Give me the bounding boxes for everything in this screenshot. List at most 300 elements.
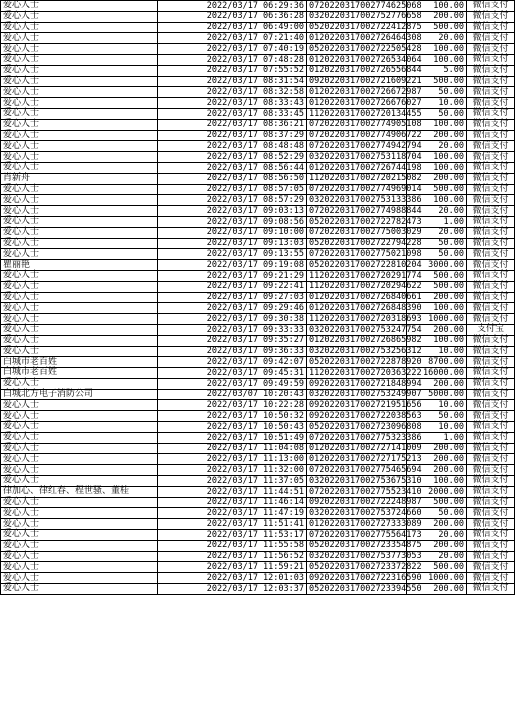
ledger-body <box>1 1 515 595</box>
donation-time-cell: 2022/03/17 09:42:07 <box>158 357 307 368</box>
order-number-cell: 0120220317002726744198 <box>307 162 407 173</box>
payment-method-cell: 微信支付 <box>467 98 515 109</box>
donor-name-cell: 爱心人士 <box>1 530 158 541</box>
donor-name-cell: 肖新舟 <box>1 173 158 184</box>
amount-cell: 50.00 <box>407 238 467 249</box>
table-row <box>1 227 515 238</box>
donor-name-cell: 白城北方电子消防公司 <box>1 389 158 400</box>
table-row <box>1 303 515 314</box>
table-row <box>1 324 515 335</box>
donor-name-cell: 爱心人士 <box>1 422 158 433</box>
payment-method-cell: 微信支付 <box>467 152 515 163</box>
table-row <box>1 389 515 400</box>
order-number-cell: 0320220317002753256312 <box>307 346 407 357</box>
donation-time-cell: 2022/03/17 10:22:28 <box>158 400 307 411</box>
donor-name-cell: 爱心人士 <box>1 152 158 163</box>
donation-time-cell: 2022/03/17 11:55:58 <box>158 540 307 551</box>
order-number-cell: 0320220317002753249907 <box>307 389 407 400</box>
amount-cell: 500.00 <box>407 270 467 281</box>
order-number-cell: 0920220317002721951656 <box>307 400 407 411</box>
donor-name-cell: 爱心人士 <box>1 22 158 33</box>
table-row <box>1 540 515 551</box>
donation-time-cell: 2022/03/17 09:45:31 <box>158 368 307 379</box>
donation-time-cell: 2022/03/17 09:03:13 <box>158 206 307 217</box>
donation-time-cell: 2022/03/17 08:57:29 <box>158 195 307 206</box>
donor-name-cell: 爱心人士 <box>1 33 158 44</box>
amount-cell: 200.00 <box>407 584 467 595</box>
amount-cell: 1.00 <box>407 432 467 443</box>
payment-method-cell: 微信支付 <box>467 184 515 195</box>
donation-time-cell: 2022/03/17 08:52:29 <box>158 152 307 163</box>
donation-time-cell: 2022/03/17 11:53:17 <box>158 530 307 541</box>
amount-cell: 1000.00 <box>407 573 467 584</box>
donation-time-cell: 2022/03/17 07:40:19 <box>158 44 307 55</box>
donor-name-cell: 爱心人士 <box>1 551 158 562</box>
order-number-cell: 0120220317002726865982 <box>307 335 407 346</box>
order-number-cell: 1120220317002720215082 <box>307 173 407 184</box>
table-row <box>1 378 515 389</box>
payment-method-cell: 微信支付 <box>467 54 515 65</box>
donor-name-cell: 爱心人士 <box>1 141 158 152</box>
order-number-cell: 1120220317002720318693 <box>307 314 407 325</box>
donor-name-cell: 爱心人士 <box>1 573 158 584</box>
payment-method-cell: 微信支付 <box>467 530 515 541</box>
payment-method-cell: 微信支付 <box>467 44 515 55</box>
table-row <box>1 292 515 303</box>
donor-name-cell: 爱心人士 <box>1 335 158 346</box>
payment-method-cell: 微信支付 <box>467 486 515 497</box>
donation-time-cell: 2022/03/17 07:21:40 <box>158 33 307 44</box>
payment-method-cell: 微信支付 <box>467 519 515 530</box>
order-number-cell: 0320220317002753724660 <box>307 508 407 519</box>
donor-name-cell: 爱心人士 <box>1 184 158 195</box>
amount-cell: 200.00 <box>407 292 467 303</box>
donor-name-cell: 爱心人士 <box>1 162 158 173</box>
donation-time-cell: 2022/03/17 07:48:28 <box>158 54 307 65</box>
order-number-cell: 0520220317002722412875 <box>307 22 407 33</box>
donation-time-cell: 2022/03/17 08:36:21 <box>158 119 307 130</box>
donor-name-cell: 爱心人士 <box>1 195 158 206</box>
donor-name-cell: 爱心人士 <box>1 454 158 465</box>
table-row <box>1 216 515 227</box>
donation-time-cell: 2022/03/17 12:01:03 <box>158 573 307 584</box>
amount-cell: 20.00 <box>407 206 467 217</box>
order-number-cell: 0720220317002774905108 <box>307 119 407 130</box>
payment-method-cell: 微信支付 <box>467 195 515 206</box>
donor-name-cell: 白城市老百姓 <box>1 357 158 368</box>
order-number-cell: 0320220317002752776658 <box>307 11 407 22</box>
donor-name-cell: 爱心人士 <box>1 443 158 454</box>
order-number-cell: 0120220317002726676027 <box>307 98 407 109</box>
order-number-cell: 0720220317002775021098 <box>307 249 407 260</box>
payment-method-cell: 微信支付 <box>467 346 515 357</box>
payment-method-cell: 微信支付 <box>467 422 515 433</box>
payment-method-cell: 微信支付 <box>467 476 515 487</box>
table-row <box>1 314 515 325</box>
amount-cell: 500.00 <box>407 184 467 195</box>
amount-cell: 20.00 <box>407 227 467 238</box>
donation-time-cell: 2022/03/17 08:31:54 <box>158 76 307 87</box>
order-number-cell: 0920220317002722038563 <box>307 411 407 422</box>
payment-method-cell: 微信支付 <box>467 249 515 260</box>
amount-cell: 500.00 <box>407 281 467 292</box>
order-number-cell: 0520220317002722878920 <box>307 357 407 368</box>
payment-method-cell: 微信支付 <box>467 497 515 508</box>
donation-time-cell: 2022/03/17 09:30:38 <box>158 314 307 325</box>
payment-method-cell: 微信支付 <box>467 227 515 238</box>
amount-cell: 2000.00 <box>407 486 467 497</box>
order-number-cell: 0120220317002726556844 <box>307 65 407 76</box>
amount-cell: 500.00 <box>407 76 467 87</box>
order-number-cell: 0120220317002727333089 <box>307 519 407 530</box>
donor-name-cell: 爱心人士 <box>1 76 158 87</box>
amount-cell: 100.00 <box>407 476 467 487</box>
donation-time-cell: 2022/03/17 09:35:27 <box>158 335 307 346</box>
donor-name-cell: 爱心人士 <box>1 346 158 357</box>
payment-method-cell: 微信支付 <box>467 573 515 584</box>
amount-cell: 20.00 <box>407 33 467 44</box>
donation-time-cell: 2022/03/17 11:51:41 <box>158 519 307 530</box>
donation-time-cell: 2022/03/17 08:33:43 <box>158 98 307 109</box>
donor-name-cell: 爱心人士 <box>1 432 158 443</box>
donation-time-cell: 2022/03/17 08:33:45 <box>158 108 307 119</box>
amount-cell: 100.00 <box>407 1 467 12</box>
amount-cell: 200.00 <box>407 130 467 141</box>
donation-time-cell: 2022/03/17 07:55:52 <box>158 65 307 76</box>
donation-time-cell: 2022/03/17 12:03:37 <box>158 584 307 595</box>
donation-time-cell: 2022/03/17 08:37:29 <box>158 130 307 141</box>
table-row <box>1 486 515 497</box>
donation-time-cell: 2022/03/17 10:50:32 <box>158 411 307 422</box>
order-number-cell: 0920220317002721609221 <box>307 76 407 87</box>
donor-name-cell: 爱心人士 <box>1 314 158 325</box>
order-number-cell: 0520220317002723394550 <box>307 584 407 595</box>
donation-time-cell: 2022/03/17 11:37:05 <box>158 476 307 487</box>
table-row <box>1 130 515 141</box>
table-row <box>1 11 515 22</box>
donation-time-cell: 2022/03/17 09:29:46 <box>158 303 307 314</box>
payment-method-cell: 微信支付 <box>467 65 515 76</box>
payment-method-cell: 微信支付 <box>467 551 515 562</box>
donor-name-cell: 爱心人士 <box>1 303 158 314</box>
table-row <box>1 530 515 541</box>
payment-method-cell: 微信支付 <box>467 357 515 368</box>
donation-time-cell: 2022/03/17 09:13:03 <box>158 238 307 249</box>
amount-cell: 20.00 <box>407 530 467 541</box>
payment-method-cell: 微信支付 <box>467 314 515 325</box>
order-number-cell: 1120220317002720291774 <box>307 270 407 281</box>
donor-name-cell: 爱心人士 <box>1 98 158 109</box>
payment-method-cell: 微信支付 <box>467 303 515 314</box>
payment-method-cell: 微信支付 <box>467 389 515 400</box>
table-row <box>1 562 515 573</box>
payment-method-cell: 微信支付 <box>467 33 515 44</box>
donation-time-cell: 2022/03/17 11:44:51 <box>158 486 307 497</box>
order-number-cell: 0720220317002774969014 <box>307 184 407 195</box>
donation-time-cell: 2022/03/17 11:13:00 <box>158 454 307 465</box>
amount-cell: 1000.00 <box>407 314 467 325</box>
table-row <box>1 238 515 249</box>
donor-name-cell: 爱心人士 <box>1 508 158 519</box>
table-row <box>1 152 515 163</box>
amount-cell: 100.00 <box>407 303 467 314</box>
donor-name-cell: 爱心人士 <box>1 249 158 260</box>
order-number-cell: 0320220317002753247754 <box>307 324 407 335</box>
amount-cell: 200.00 <box>407 465 467 476</box>
order-number-cell: 0520220317002722810204 <box>307 260 407 271</box>
donor-name-cell: 爱心人士 <box>1 216 158 227</box>
donor-name-cell: 爱心人士 <box>1 54 158 65</box>
order-number-cell: 1120220317002720294622 <box>307 281 407 292</box>
amount-cell: 200.00 <box>407 173 467 184</box>
donor-name-cell: 爱心人士 <box>1 497 158 508</box>
table-row <box>1 346 515 357</box>
order-number-cell: 0120220317002726840661 <box>307 292 407 303</box>
payment-method-cell: 微信支付 <box>467 465 515 476</box>
amount-cell: 100.00 <box>407 195 467 206</box>
donation-time-cell: 2022/03/17 06:29:36 <box>158 1 307 12</box>
payment-method-cell: 微信支付 <box>467 141 515 152</box>
table-row <box>1 173 515 184</box>
donor-name-cell: 爱心人士 <box>1 292 158 303</box>
table-row <box>1 357 515 368</box>
payment-method-cell: 微信支付 <box>467 443 515 454</box>
payment-method-cell: 微信支付 <box>467 540 515 551</box>
payment-method-cell: 微信支付 <box>467 335 515 346</box>
order-number-cell: 0520220317002722794228 <box>307 238 407 249</box>
amount-cell: 10.00 <box>407 422 467 433</box>
table-row <box>1 33 515 44</box>
table-row <box>1 573 515 584</box>
payment-method-cell: 微信支付 <box>467 76 515 87</box>
payment-method-cell: 微信支付 <box>467 562 515 573</box>
table-row <box>1 1 515 12</box>
donation-time-cell: 2022/03/17 11:32:00 <box>158 465 307 476</box>
order-number-cell: 0720220317002774942794 <box>307 141 407 152</box>
table-row <box>1 98 515 109</box>
order-number-cell: 0120220317002726534064 <box>307 54 407 65</box>
payment-method-cell: 微信支付 <box>467 206 515 217</box>
amount-cell: 20.00 <box>407 551 467 562</box>
donation-time-cell: 2022/03/17 08:48:48 <box>158 141 307 152</box>
donation-time-cell: 2022/03/17 11:04:08 <box>158 443 307 454</box>
order-number-cell: 0320220317002753675310 <box>307 476 407 487</box>
order-number-cell: 0720220317002774625068 <box>307 1 407 12</box>
donation-time-cell: 2022/03/17 10:51:49 <box>158 432 307 443</box>
amount-cell: 100.00 <box>407 54 467 65</box>
donor-name-cell: 爱心人士 <box>1 130 158 141</box>
table-row <box>1 260 515 271</box>
table-row <box>1 584 515 595</box>
order-number-cell: 0320220317002753118704 <box>307 152 407 163</box>
order-number-cell: 0120220317002726672987 <box>307 87 407 98</box>
table-row <box>1 519 515 530</box>
table-row <box>1 508 515 519</box>
order-number-cell: 0120220317002727141009 <box>307 443 407 454</box>
donation-time-cell: 2022/03/17 09:22:41 <box>158 281 307 292</box>
order-number-cell: 0720220317002775323386 <box>307 432 407 443</box>
order-number-cell: 0920220317002722316590 <box>307 573 407 584</box>
donation-time-cell: 2022/03/17 09:08:56 <box>158 216 307 227</box>
donation-time-cell: 2022/03/17 08:32:58 <box>158 87 307 98</box>
donor-name-cell: 爱心人士 <box>1 108 158 119</box>
order-number-cell: 0720220317002775003029 <box>307 227 407 238</box>
amount-cell: 100.00 <box>407 162 467 173</box>
donation-time-cell: 2022/03/17 09:10:00 <box>158 227 307 238</box>
order-number-cell: 0320220317002753133386 <box>307 195 407 206</box>
order-number-cell: 0520220317002723354875 <box>307 540 407 551</box>
order-number-cell: 0120220317002727175213 <box>307 454 407 465</box>
donor-name-cell: 爱心人士 <box>1 281 158 292</box>
donation-time-cell: 2022/03/07 10:20:43 <box>158 389 307 400</box>
order-number-cell: 0720220317002775564173 <box>307 530 407 541</box>
donor-name-cell: 爱心人士 <box>1 540 158 551</box>
amount-cell: 5000.00 <box>407 389 467 400</box>
donation-time-cell: 2022/03/17 09:27:03 <box>158 292 307 303</box>
order-number-cell: 0520220317002723372822 <box>307 562 407 573</box>
table-row <box>1 22 515 33</box>
payment-method-cell: 微信支付 <box>467 378 515 389</box>
order-number-cell: 0720220317002774988844 <box>307 206 407 217</box>
payment-method-cell: 微信支付 <box>467 119 515 130</box>
donor-name-cell: 爱心人士 <box>1 270 158 281</box>
donor-name-cell: 爱心人士 <box>1 11 158 22</box>
amount-cell: 5.00 <box>407 65 467 76</box>
table-row <box>1 119 515 130</box>
donation-time-cell: 2022/03/17 09:49:59 <box>158 378 307 389</box>
table-row <box>1 44 515 55</box>
payment-method-cell: 微信支付 <box>467 281 515 292</box>
table-row <box>1 76 515 87</box>
amount-cell: 50.00 <box>407 249 467 260</box>
order-number-cell: 0120220317002726848390 <box>307 303 407 314</box>
payment-method-cell: 微信支付 <box>467 400 515 411</box>
donation-time-cell: 2022/03/17 09:19:08 <box>158 260 307 271</box>
payment-method-cell: 微信支付 <box>467 411 515 422</box>
donation-time-cell: 2022/03/17 11:46:14 <box>158 497 307 508</box>
amount-cell: 100.00 <box>407 335 467 346</box>
donor-name-cell: 瞿丽艳 <box>1 260 158 271</box>
donor-name-cell: 爱心人士 <box>1 584 158 595</box>
payment-method-cell: 微信支付 <box>467 162 515 173</box>
table-row <box>1 249 515 260</box>
payment-method-cell: 微信支付 <box>467 368 515 379</box>
table-row <box>1 400 515 411</box>
donor-name-cell: 爱心人士 <box>1 465 158 476</box>
amount-cell: 200.00 <box>407 11 467 22</box>
table-row <box>1 465 515 476</box>
order-number-cell: 0720220317002775465694 <box>307 465 407 476</box>
payment-method-cell: 支付宝 <box>467 324 515 335</box>
payment-method-cell: 微信支付 <box>467 292 515 303</box>
table-row <box>1 108 515 119</box>
payment-method-cell: 微信支付 <box>467 508 515 519</box>
table-row <box>1 497 515 508</box>
table-row <box>1 162 515 173</box>
donation-time-cell: 2022/03/17 06:36:28 <box>158 11 307 22</box>
payment-method-cell: 微信支付 <box>467 260 515 271</box>
donor-name-cell: 爱心人士 <box>1 378 158 389</box>
amount-cell: 500.00 <box>407 22 467 33</box>
donor-name-cell: 爱心人士 <box>1 119 158 130</box>
table-row <box>1 141 515 152</box>
table-row <box>1 270 515 281</box>
amount-cell: 50.00 <box>407 508 467 519</box>
donation-time-cell: 2022/03/17 09:13:55 <box>158 249 307 260</box>
amount-cell: 200.00 <box>407 324 467 335</box>
table-row <box>1 443 515 454</box>
donation-time-cell: 2022/03/17 11:56:52 <box>158 551 307 562</box>
order-number-cell: 1120220317002720363222 <box>307 368 407 379</box>
table-row <box>1 551 515 562</box>
amount-cell: 200.00 <box>407 443 467 454</box>
donor-name-cell: 爱心人士 <box>1 476 158 487</box>
amount-cell: 500.00 <box>407 562 467 573</box>
donation-time-cell: 2022/03/17 11:59:21 <box>158 562 307 573</box>
donation-time-cell: 2022/03/17 09:33:33 <box>158 324 307 335</box>
table-row <box>1 206 515 217</box>
amount-cell: 16000.00 <box>407 368 467 379</box>
donor-name-cell: 爱心人士 <box>1 562 158 573</box>
payment-method-cell: 微信支付 <box>467 1 515 12</box>
donation-time-cell: 2022/03/17 10:50:43 <box>158 422 307 433</box>
payment-method-cell: 微信支付 <box>467 216 515 227</box>
order-number-cell: 0120220317002726464308 <box>307 33 407 44</box>
table-row <box>1 476 515 487</box>
table-row <box>1 454 515 465</box>
amount-cell: 10.00 <box>407 346 467 357</box>
amount-cell: 50.00 <box>407 108 467 119</box>
table-row <box>1 411 515 422</box>
amount-cell: 200.00 <box>407 378 467 389</box>
donor-name-cell: 爱心人士 <box>1 238 158 249</box>
donor-name-cell: 爱心人士 <box>1 411 158 422</box>
table-row <box>1 368 515 379</box>
payment-method-cell: 微信支付 <box>467 173 515 184</box>
donor-name-cell: 爱心人士 <box>1 227 158 238</box>
donation-time-cell: 2022/03/17 09:36:33 <box>158 346 307 357</box>
donation-time-cell: 2022/03/17 06:49:00 <box>158 22 307 33</box>
table-row <box>1 87 515 98</box>
payment-method-cell: 微信支付 <box>467 130 515 141</box>
order-number-cell: 0320220317002753773053 <box>307 551 407 562</box>
payment-method-cell: 微信支付 <box>467 270 515 281</box>
donor-name-cell: 爱心人士 <box>1 87 158 98</box>
amount-cell: 200.00 <box>407 519 467 530</box>
payment-method-cell: 微信支付 <box>467 108 515 119</box>
amount-cell: 50.00 <box>407 87 467 98</box>
order-number-cell: 0920220317002721848994 <box>307 378 407 389</box>
payment-method-cell: 微信支付 <box>467 454 515 465</box>
order-number-cell: 0720220317002775523410 <box>307 486 407 497</box>
amount-cell: 200.00 <box>407 454 467 465</box>
amount-cell: 8700.00 <box>407 357 467 368</box>
amount-cell: 50.00 <box>407 411 467 422</box>
donor-name-cell: 白城市老百姓 <box>1 368 158 379</box>
donation-time-cell: 2022/03/17 08:57:05 <box>158 184 307 195</box>
table-row <box>1 281 515 292</box>
amount-cell: 500.00 <box>407 497 467 508</box>
amount-cell: 10.00 <box>407 400 467 411</box>
donor-name-cell: 爱心人士 <box>1 400 158 411</box>
donation-time-cell: 2022/03/17 08:56:50 <box>158 173 307 184</box>
donor-name-cell: 爱心人士 <box>1 206 158 217</box>
amount-cell: 3000.00 <box>407 260 467 271</box>
payment-method-cell: 微信支付 <box>467 87 515 98</box>
amount-cell: 100.00 <box>407 152 467 163</box>
payment-method-cell: 微信支付 <box>467 238 515 249</box>
payment-method-cell: 微信支付 <box>467 11 515 22</box>
